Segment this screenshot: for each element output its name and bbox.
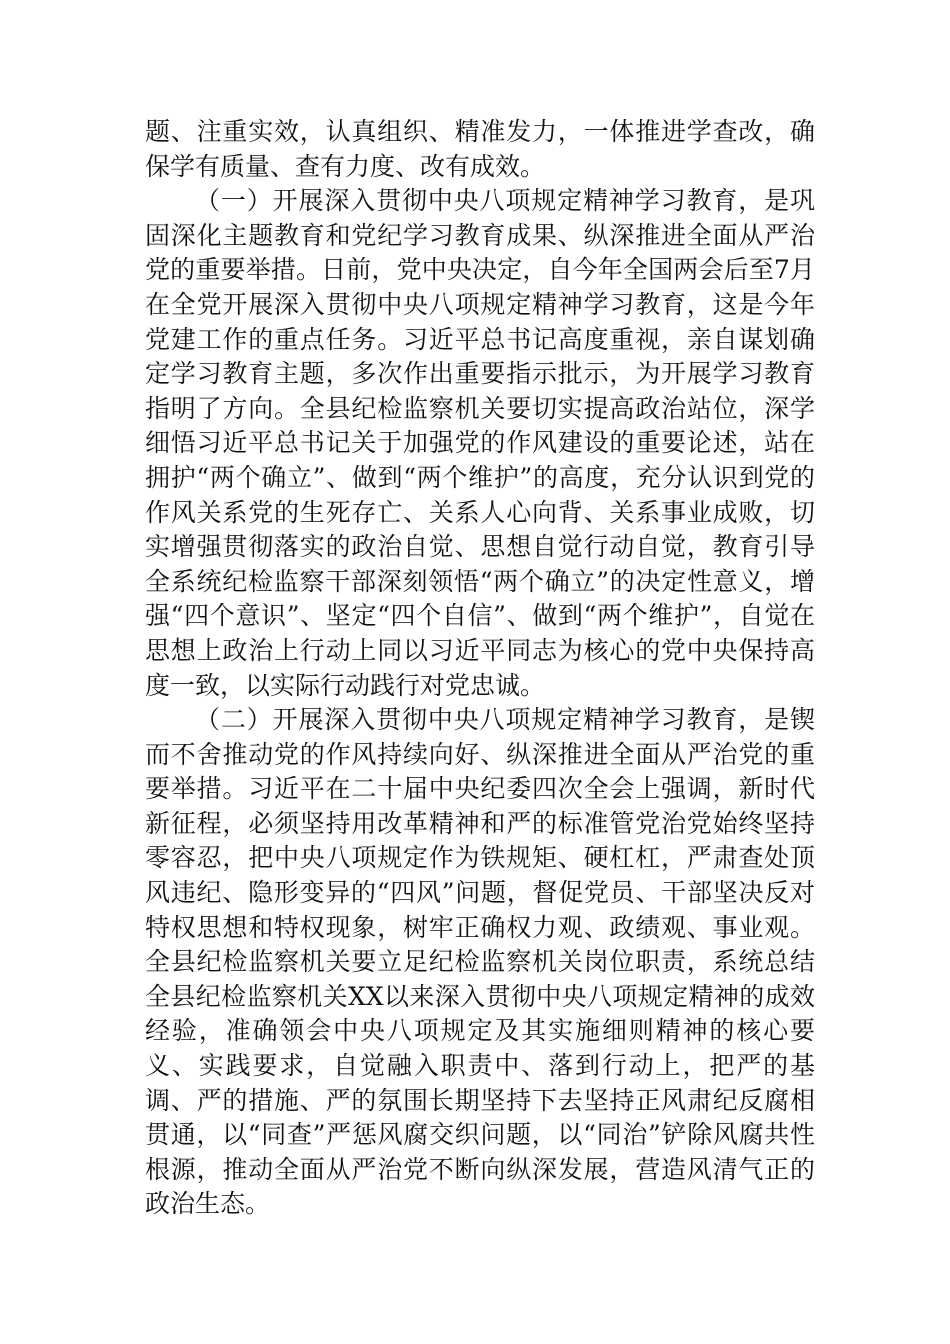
document-body [145,115,815,1222]
paragraph-section-one: （一）开展深入贯彻中央八项规定精神学习教育，是巩固深化主题教育和党纪学习教育成果、纵深推进全面从严治党的重要举措。日前，党中央决定，自今年全国两会后至7月在全党开展深入贯彻中央八项规定精神学习教育，这是今年党建工作的重点任务。习近平总书记高度重视，亲自谋划确定学习教育主题，多次作出重要指示批示，为开展学习教育指明了方向。全县纪检监察机关要切实提高政治站位，深学细悟习近平总书记关于加强党的作风建设的重要论述，站在拥护“两个确立”、做到“两个维护”的高度，充分认识到党的作风关系党的生死存亡、关系人心向背、关系事业成败，切实增强贯彻落实的政治自觉、思想自觉行动自觉，教育引导全系统纪检监察干部深刻领悟“两个确立”的决定性意义，增强“四个意识”、坚定“四个自信”、做到“两个维护”，自觉在思想上政治上行动上同以习近平同志为核心的党中央保持高度一致，以实际行动践行对党忠诚。 [145,186,815,700]
paragraph-continuation: 题、注重实效，认真组织、精准发力，一体推进学查改，确保学有质量、查有力度、改有成效。 [145,117,815,181]
paragraph-section-two: （二）开展深入贯彻中央八项规定精神学习教育，是锲而不舍推动党的作风持续向好、纵深推进全面从严治党的重要举措。习近平在二十届中央纪委四次全会上强调，新时代新征程，必须坚持用改革精神和严的标准管党治党始终坚持零容忍，把中央八项规定作为铁规矩、硬杠杠，严肃查处顶风违纪、隐形变异的“四风”问题，督促党员、干部坚决反对特权思想和特权现象，树牢正确权力观、政绩观、事业观。全县纪检监察机关要立足纪检监察机关岗位职责，系统总结全县纪检监察机关XX以来深入贯彻中央八项规定精神的成效经验，准确领会中央八项规定及其实施细则精神的核心要义、实践要求，自觉融入职责中、落到行动上，把严的基调、严的措施、严的氛围长期坚持下去坚持正风肃纪反腐相贯通，以“同查”严惩风腐交织问题，以“同治”铲除风腐共性根源，推动全面从严治党不断向纵深发展，营造风清气正的政治生态。 [145,705,815,1219]
